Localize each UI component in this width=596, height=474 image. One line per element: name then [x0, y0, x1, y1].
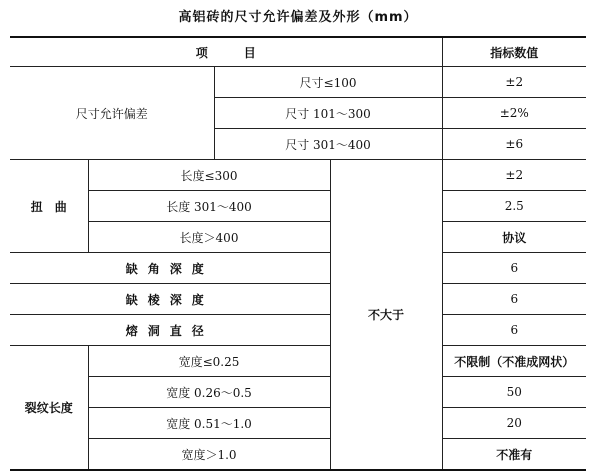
- row-label: 长度 301～400: [88, 191, 330, 222]
- size-tolerance-label: 尺寸允许偏差: [10, 67, 214, 160]
- row-label: 尺寸 101～300: [214, 98, 442, 129]
- row-label: 长度＞400: [88, 222, 330, 253]
- row-label: 宽度 0.26～0.5: [88, 377, 330, 408]
- defect-label: 缺角深度: [10, 253, 330, 284]
- table-row: [10, 439, 586, 471]
- row-label: 宽度≤0.25: [88, 346, 330, 377]
- row-value: 50: [442, 377, 586, 408]
- crack-label: 裂纹长度: [10, 346, 88, 471]
- warp-label: 扭 曲: [10, 160, 88, 253]
- table-row: [10, 315, 586, 346]
- table-row: [10, 160, 586, 191]
- row-label: 尺寸 301～400: [214, 129, 442, 160]
- row-value: ±2: [442, 67, 586, 98]
- table-title: 高铝砖的尺寸允许偏差及外形（mm）: [178, 10, 418, 25]
- row-value: 不限制（不准成网状）: [442, 346, 586, 377]
- row-label: 尺寸≤100: [214, 67, 442, 98]
- row-value: 不准有: [442, 439, 586, 471]
- row-label: 宽度 0.51～1.0: [88, 408, 330, 439]
- row-label: 长度≤300: [88, 160, 330, 191]
- defect-label: 缺棱深度: [10, 284, 330, 315]
- table-row: [10, 408, 586, 439]
- defect-label: 熔洞直径: [10, 315, 330, 346]
- table-row: [10, 377, 586, 408]
- row-label: 宽度＞1.0: [88, 439, 330, 471]
- table-row: [10, 67, 586, 98]
- row-value: ±6: [442, 129, 586, 160]
- table-row: [10, 253, 586, 284]
- row-value: 协议: [442, 222, 586, 253]
- row-value: 6: [442, 253, 586, 284]
- header-row: [10, 37, 586, 67]
- header-value: 指标数值: [442, 37, 586, 67]
- row-value: 6: [442, 315, 586, 346]
- table-row: [10, 222, 586, 253]
- spec-table: [10, 36, 586, 471]
- row-value: ±2: [442, 160, 586, 191]
- table-row: [10, 346, 586, 377]
- row-value: 2.5: [442, 191, 586, 222]
- row-value: 6: [442, 284, 586, 315]
- table-row: [10, 191, 586, 222]
- header-item: 项 目: [10, 37, 442, 67]
- not-greater-label: 不大于: [330, 160, 442, 471]
- table-row: [10, 284, 586, 315]
- row-value: 20: [442, 408, 586, 439]
- row-value: ±2%: [442, 98, 586, 129]
